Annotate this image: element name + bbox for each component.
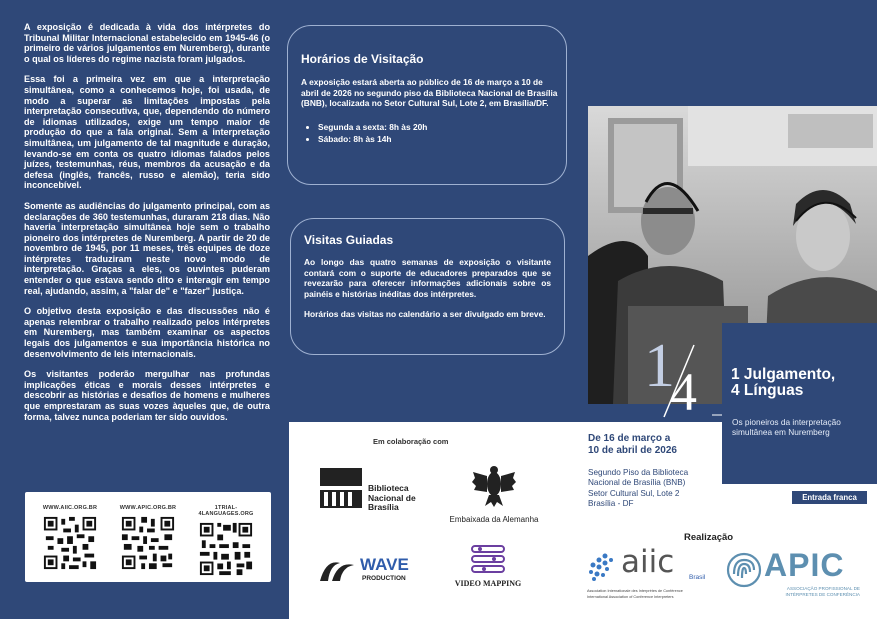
qr-code-icon xyxy=(42,515,98,571)
cover-title-line1: 1 Julgamento, xyxy=(731,366,836,383)
biblioteca-logo[interactable] xyxy=(320,468,416,513)
logo-digit-four: 4 xyxy=(670,362,697,422)
cover-title-line2: 4 Línguas xyxy=(731,382,804,399)
intro-text-column xyxy=(24,22,270,432)
qr-apic[interactable] xyxy=(111,505,185,576)
intro-paragraph-4: O objetivo desta exposição e das discussões não é apenas relembrar o trabalho realizado pelos intérpretes em Nuremberg, mas também examinar os aspectos legais dos julgamentos e sua importância histórica no desenvolvimento de leis internacionais. xyxy=(24,306,270,359)
biblioteca-line3: Brasília xyxy=(368,502,399,512)
apic-fingerprint-icon xyxy=(726,552,762,588)
aiic-dots-icon xyxy=(587,552,617,582)
address-line4: Brasília - DF xyxy=(588,498,634,508)
logo-digit-one: 1 xyxy=(644,332,675,400)
intro-paragraph-3: Somente as audiências do julgamento principal, com as declarações de 360 testemunhas, duraram 218 dias. Não haveria interpretação simultânea hoje sem o trabalho pioneiro dos intérpretes de Nuremberg. A partir de 20 de novembro de 1945, por 11 meses, três equipes de doze intérpretes traduziram neste novo modo de interpretação. Graças a eles, os ouvintes puderam entender o que estava sendo dito e interagir em tempo real, ajudando, assim, a "falar de" e "fazer" justiça. xyxy=(24,200,270,296)
qr-aiic[interactable] xyxy=(33,505,107,576)
visiting-hours-box xyxy=(287,25,567,185)
one-four-logo xyxy=(642,332,724,422)
hours-saturday: • Sábado: 8h às 14h xyxy=(318,133,566,145)
video-mapping-icon xyxy=(470,544,506,574)
cover-subtitle: Os pioneiros da interpretação simultânea em Nuremberg xyxy=(732,417,841,437)
address-line1: Segundo Piso da Biblioteca xyxy=(588,468,689,477)
wave-name: WAVE xyxy=(360,555,409,574)
qr-label: 1TRIAL-4LANGUAGES.ORG xyxy=(198,505,254,517)
biblioteca-line2: Nacional de xyxy=(368,492,416,503)
address-line2: Nacional de Brasília (BNB) xyxy=(588,478,686,488)
apic-subtitle-line2: INTÉRPRETES DE CONFERÊNCIA xyxy=(785,592,860,597)
guided-visits-schedule: Horários das visitas no calendário a ser divulgado em breve. xyxy=(304,309,546,320)
qr-code-icon xyxy=(198,521,254,577)
visiting-hours-title: Horários de Visitação xyxy=(301,52,424,66)
aiic-name: aiic xyxy=(621,544,675,580)
intro-paragraph-2: Essa foi a primeira vez em que a interpretação simultânea, como a conhecemos hoje, foi usada, de modo a superar as limitações impostas pela interpretação consecutiva, que, dependendo do número de idiomas utilizados, exige um tempo maior de produção do que a fala original. Sem a interpretação simultânea, um julgamento de tal magnitude e duração, levando-se em conta os quatro idiomas falados pelos juízes, testemunhas, réus, membros da acusação e da defesa (inglês, francês, russo e alemão), teria sido inconcebível. xyxy=(24,74,270,191)
embassy-name: Embaixada da Alemanha xyxy=(449,515,539,524)
aiic-subtitle-fr: Association Internationale des Interprètes de Conférence xyxy=(587,589,683,593)
event-date-line1: De 16 de março a xyxy=(588,433,671,444)
german-eagle-icon xyxy=(471,462,517,508)
intro-paragraph-1: A exposição é dedicada à vida dos intérpretes do Tribunal Militar Internacional estabelecido em 1945-46 (o primeiro de vários julgamentos em Nuremberg), durante o qual os líderes do regime nazista foram julgados. xyxy=(24,22,270,64)
wave-subtitle: PRODUCTION xyxy=(362,575,406,582)
aiic-logo[interactable] xyxy=(587,544,713,605)
aiic-subtitle-en: International Association of Conference Interpreters xyxy=(587,595,674,599)
wave-icon xyxy=(318,555,358,583)
qr-code-panel xyxy=(25,492,271,582)
event-dates xyxy=(588,433,677,456)
embassy-logo[interactable] xyxy=(444,462,544,524)
organizers-heading: Realização xyxy=(684,532,734,543)
qr-code-icon xyxy=(120,515,176,571)
collaboration-heading: Em colaboração com xyxy=(373,437,449,446)
qr-website[interactable] xyxy=(189,505,263,582)
visiting-hours-text: A exposição estará aberta ao público de 16 de março a 10 de abril de 2026 no segundo piso da Biblioteca Nacional de Brasília (BNB), localizada no Setor Cultural Sul, Lote 2, em Brasília/DF. xyxy=(301,77,558,109)
hours-weekdays: • Segunda a sexta: 8h às 20h xyxy=(318,121,566,133)
biblioteca-line1: Biblioteca xyxy=(368,483,409,493)
cover-title xyxy=(731,367,835,399)
qr-label: WWW.AIIC.ORG.BR xyxy=(42,505,98,511)
guided-visits-title: Visitas Guiadas xyxy=(304,233,394,247)
library-icon xyxy=(320,468,362,508)
wave-production-logo[interactable] xyxy=(318,555,409,588)
apic-name: APIC xyxy=(764,547,845,583)
event-address xyxy=(588,468,718,509)
qr-label: WWW.APIC.ORG.BR xyxy=(119,505,177,511)
cover-title-panel xyxy=(722,323,877,419)
apic-subtitle-line1: ASSOCIAÇÃO PROFISSIONAL DE xyxy=(786,586,860,591)
apic-logo[interactable] xyxy=(726,549,866,604)
video-mapping-name: VIDEO MAPPING xyxy=(454,579,522,588)
aiic-country: Brasil xyxy=(689,574,706,581)
free-entry-badge: Entrada franca xyxy=(792,491,867,504)
video-mapping-logo[interactable] xyxy=(452,544,524,588)
biblioteca-name xyxy=(368,484,416,513)
guided-visits-text: Ao longo das quatro semanas de exposição o visitante contará com o suporte de educadores preparados que se revezarão para oferecer informações adicionais sobre os painéis e histórias inéditas dos intérpretes. xyxy=(304,257,551,299)
event-date-line2: 10 de abril de 2026 xyxy=(588,444,677,456)
visiting-hours-list xyxy=(318,121,566,145)
address-line3: Setor Cultural Sul, Lote 2 xyxy=(588,488,680,498)
guided-visits-box xyxy=(290,218,565,355)
intro-paragraph-5: Os visitantes poderão mergulhar nas profundas implicações éticas e morais desses intérpretes e descobrir as histórias e desafios de homens e mulheres que emprestaram as suas vozes àqueles que, de outra forma, talvez nunca poderiam ter sido ouvidos. xyxy=(24,369,270,422)
